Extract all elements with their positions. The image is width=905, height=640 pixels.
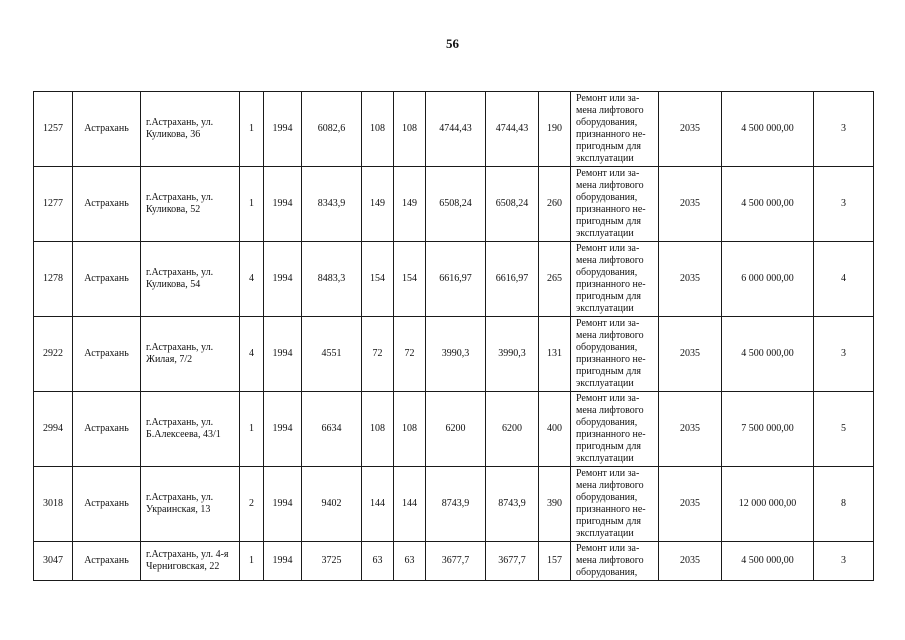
address-cell: г.Астрахань, ул. Жилая, 7/2 (141, 317, 240, 392)
work-type-cell: Ремонт или за-мена лифтового оборудования, (571, 542, 659, 581)
value-b-cell: 144 (394, 467, 426, 542)
cost-cell: 4 500 000,00 (722, 167, 814, 242)
value-a-cell: 144 (362, 467, 394, 542)
entrances-cell: 1 (240, 92, 264, 167)
work-type-cell: Ремонт или за-мена лифтового оборудования, признанного не-пригодным для эксплуатации (571, 467, 659, 542)
built-year-cell: 1994 (264, 92, 302, 167)
count-cell: 5 (814, 392, 874, 467)
page-number: 56 (446, 36, 459, 51)
table-row (34, 242, 874, 317)
table-body (34, 92, 874, 581)
area-2-cell: 3990,3 (486, 317, 539, 392)
cost-cell: 6 000 000,00 (722, 242, 814, 317)
cost-cell: 7 500 000,00 (722, 392, 814, 467)
address-cell: г.Астрахань, ул. Куликова, 36 (141, 92, 240, 167)
value-a-cell: 72 (362, 317, 394, 392)
house-id-cell: 1278 (34, 242, 73, 317)
house-id-cell: 2994 (34, 392, 73, 467)
house-id-cell: 3047 (34, 542, 73, 581)
work-type-cell: Ремонт или за-мена лифтового оборудования, признанного не-пригодным для эксплуатации (571, 92, 659, 167)
entrances-cell: 1 (240, 392, 264, 467)
repair-program-table (33, 91, 874, 581)
value-b-cell: 108 (394, 92, 426, 167)
plan-year-cell: 2035 (659, 392, 722, 467)
value-b-cell: 149 (394, 167, 426, 242)
address-cell: г.Астрахань, ул. Б.Алексеева, 43/1 (141, 392, 240, 467)
count-cell: 3 (814, 542, 874, 581)
value-a-cell: 108 (362, 392, 394, 467)
address-cell: г.Астрахань, ул. Куликова, 54 (141, 242, 240, 317)
area-1-cell: 8743,9 (426, 467, 486, 542)
work-type-cell: Ремонт или за-мена лифтового оборудования, признанного не-пригодным для эксплуатации (571, 167, 659, 242)
count-cell: 3 (814, 92, 874, 167)
value-b-cell: 154 (394, 242, 426, 317)
residents-cell: 260 (539, 167, 571, 242)
table-row (34, 542, 874, 581)
built-year-cell: 1994 (264, 242, 302, 317)
house-id-cell: 3018 (34, 467, 73, 542)
work-type-cell: Ремонт или за-мена лифтового оборудования, признанного не-пригодным для эксплуатации (571, 242, 659, 317)
value-a-cell: 149 (362, 167, 394, 242)
house-id-cell: 1277 (34, 167, 73, 242)
built-year-cell: 1994 (264, 317, 302, 392)
address-cell: г.Астрахань, ул. 4-я Черниговская, 22 (141, 542, 240, 581)
area-1-cell: 6508,24 (426, 167, 486, 242)
table-row (34, 467, 874, 542)
table-row (34, 392, 874, 467)
residents-cell: 157 (539, 542, 571, 581)
area-2-cell: 6616,97 (486, 242, 539, 317)
entrances-cell: 2 (240, 467, 264, 542)
count-cell: 3 (814, 317, 874, 392)
city-cell: Астрахань (73, 92, 141, 167)
residents-cell: 131 (539, 317, 571, 392)
count-cell: 4 (814, 242, 874, 317)
value-b-cell: 72 (394, 317, 426, 392)
table-row (34, 317, 874, 392)
total-area-cell: 6082,6 (302, 92, 362, 167)
total-area-cell: 9402 (302, 467, 362, 542)
area-1-cell: 6616,97 (426, 242, 486, 317)
total-area-cell: 8343,9 (302, 167, 362, 242)
total-area-cell: 4551 (302, 317, 362, 392)
work-type-cell: Ремонт или за-мена лифтового оборудования, признанного не-пригодным для эксплуатации (571, 317, 659, 392)
house-id-cell: 1257 (34, 92, 73, 167)
area-2-cell: 6508,24 (486, 167, 539, 242)
city-cell: Астрахань (73, 167, 141, 242)
city-cell: Астрахань (73, 317, 141, 392)
residents-cell: 400 (539, 392, 571, 467)
table-row (34, 167, 874, 242)
built-year-cell: 1994 (264, 542, 302, 581)
residents-cell: 390 (539, 467, 571, 542)
entrances-cell: 4 (240, 242, 264, 317)
city-cell: Астрахань (73, 542, 141, 581)
area-1-cell: 4744,43 (426, 92, 486, 167)
value-a-cell: 63 (362, 542, 394, 581)
city-cell: Астрахань (73, 392, 141, 467)
cost-cell: 12 000 000,00 (722, 467, 814, 542)
built-year-cell: 1994 (264, 167, 302, 242)
plan-year-cell: 2035 (659, 467, 722, 542)
cost-cell: 4 500 000,00 (722, 542, 814, 581)
plan-year-cell: 2035 (659, 542, 722, 581)
value-a-cell: 108 (362, 92, 394, 167)
area-2-cell: 3677,7 (486, 542, 539, 581)
total-area-cell: 6634 (302, 392, 362, 467)
area-2-cell: 8743,9 (486, 467, 539, 542)
plan-year-cell: 2035 (659, 317, 722, 392)
entrances-cell: 4 (240, 317, 264, 392)
value-a-cell: 154 (362, 242, 394, 317)
address-cell: г.Астрахань, ул. Куликова, 52 (141, 167, 240, 242)
table-row (34, 92, 874, 167)
value-b-cell: 63 (394, 542, 426, 581)
area-1-cell: 3677,7 (426, 542, 486, 581)
entrances-cell: 1 (240, 167, 264, 242)
value-b-cell: 108 (394, 392, 426, 467)
total-area-cell: 8483,3 (302, 242, 362, 317)
count-cell: 3 (814, 167, 874, 242)
cost-cell: 4 500 000,00 (722, 92, 814, 167)
entrances-cell: 1 (240, 542, 264, 581)
address-cell: г.Астрахань, ул. Украинская, 13 (141, 467, 240, 542)
area-1-cell: 6200 (426, 392, 486, 467)
built-year-cell: 1994 (264, 392, 302, 467)
area-1-cell: 3990,3 (426, 317, 486, 392)
house-id-cell: 2922 (34, 317, 73, 392)
city-cell: Астрахань (73, 467, 141, 542)
plan-year-cell: 2035 (659, 242, 722, 317)
count-cell: 8 (814, 467, 874, 542)
work-type-cell: Ремонт или за-мена лифтового оборудования, признанного не-пригодным для эксплуатации (571, 392, 659, 467)
area-2-cell: 6200 (486, 392, 539, 467)
residents-cell: 190 (539, 92, 571, 167)
residents-cell: 265 (539, 242, 571, 317)
city-cell: Астрахань (73, 242, 141, 317)
plan-year-cell: 2035 (659, 92, 722, 167)
plan-year-cell: 2035 (659, 167, 722, 242)
cost-cell: 4 500 000,00 (722, 317, 814, 392)
built-year-cell: 1994 (264, 467, 302, 542)
area-2-cell: 4744,43 (486, 92, 539, 167)
total-area-cell: 3725 (302, 542, 362, 581)
